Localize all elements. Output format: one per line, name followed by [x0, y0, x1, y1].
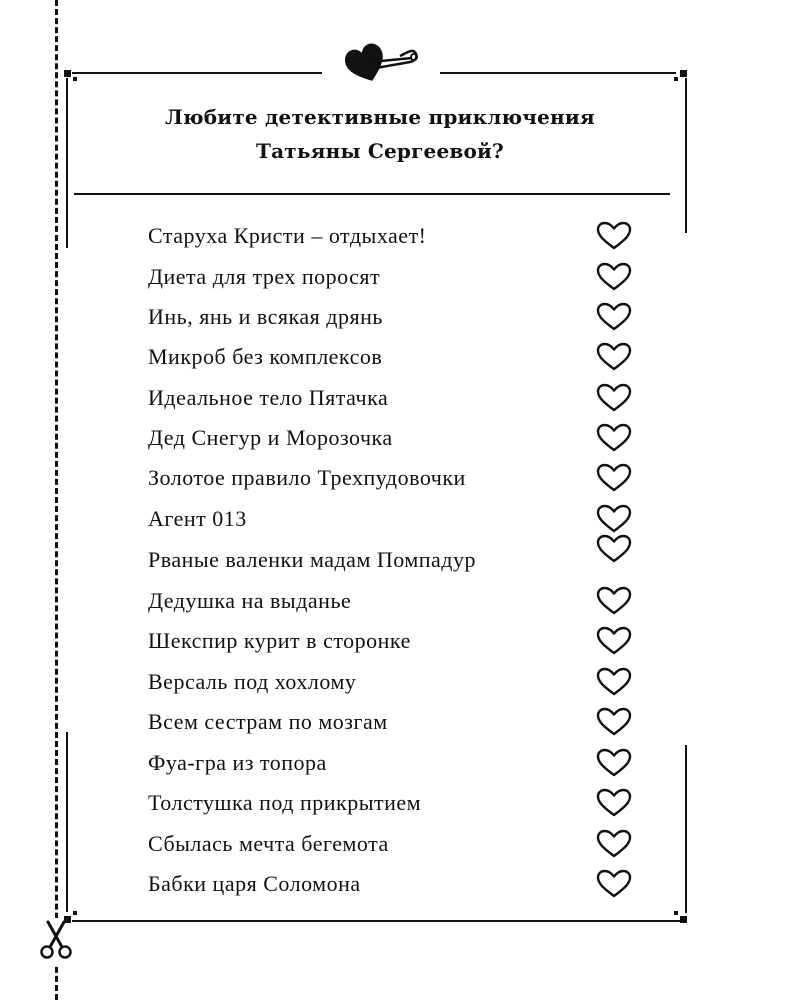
- heart-checkbox-icon[interactable]: [596, 463, 632, 493]
- book-title: Идеальное тело Пятачка: [148, 385, 389, 410]
- title-line-1: Любите детективные приключения: [165, 105, 595, 129]
- heart-checkbox-icon[interactable]: [596, 829, 632, 859]
- book-title: Агент 013: [148, 506, 247, 531]
- list-item: [148, 342, 648, 372]
- book-title: Старуха Кристи – отдыхает!: [148, 223, 427, 248]
- list-item: [148, 707, 648, 737]
- book-title: Сбылась мечта бегемота: [148, 831, 389, 856]
- list-item: [148, 869, 648, 899]
- heart-checkbox-icon[interactable]: [596, 748, 632, 778]
- list-item: [148, 788, 648, 818]
- list-item: [148, 463, 648, 493]
- heart-checkbox-icon[interactable]: [596, 504, 632, 534]
- list-item: [148, 504, 648, 534]
- list-item: [148, 586, 648, 616]
- book-title: Версаль под хохлому: [148, 669, 357, 694]
- heart-checkbox-icon[interactable]: [596, 262, 632, 292]
- book-title: Дед Снегур и Морозочка: [148, 425, 393, 450]
- book-title: Диета для трех поросят: [148, 264, 381, 289]
- heart-checkbox-icon[interactable]: [596, 667, 632, 697]
- list-item: [148, 383, 648, 413]
- list-item: [148, 221, 648, 251]
- book-title: Микроб без комплексов: [148, 344, 383, 369]
- book-title: Толстушка под прикрытием: [148, 790, 422, 815]
- heart-checkbox-icon[interactable]: [596, 707, 632, 737]
- list-item: [148, 262, 648, 292]
- heart-checkbox-icon[interactable]: [596, 383, 632, 413]
- heart-checkbox-icon[interactable]: [596, 221, 632, 251]
- heart-checkbox-icon[interactable]: [596, 342, 632, 372]
- list-item: [148, 829, 648, 859]
- book-title: Всем сестрам по мозгам: [148, 709, 388, 734]
- heart-checkbox-icon[interactable]: [596, 788, 632, 818]
- list-item: [148, 667, 648, 697]
- book-title: Шекспир курит в сторонке: [148, 628, 411, 653]
- list-item: [148, 423, 648, 453]
- list-item: [148, 626, 648, 656]
- book-title: Фуа-гра из топора: [148, 750, 327, 775]
- book-title: Бабки царя Соломона: [148, 871, 361, 896]
- list-item: [148, 302, 648, 332]
- heart-checkbox-icon[interactable]: [596, 626, 632, 656]
- book-title: Дедушка на выданье: [148, 588, 352, 613]
- heart-checkbox-icon[interactable]: [596, 869, 632, 899]
- heart-checkbox-icon[interactable]: [596, 302, 632, 332]
- title-line-2: Татьяны Сергеевой?: [256, 139, 504, 163]
- heart-checkbox-icon[interactable]: [596, 534, 632, 564]
- heart-checkbox-icon[interactable]: [596, 586, 632, 616]
- heart-checkbox-icon[interactable]: [596, 423, 632, 453]
- book-title: Инь, янь и всякая дрянь: [148, 304, 383, 329]
- book-title: Золотое правило Трехпудовочки: [148, 465, 466, 490]
- list-item: [148, 748, 648, 778]
- book-title: Рваные валенки мадам Помпадур: [148, 547, 476, 572]
- list-item: [148, 545, 648, 575]
